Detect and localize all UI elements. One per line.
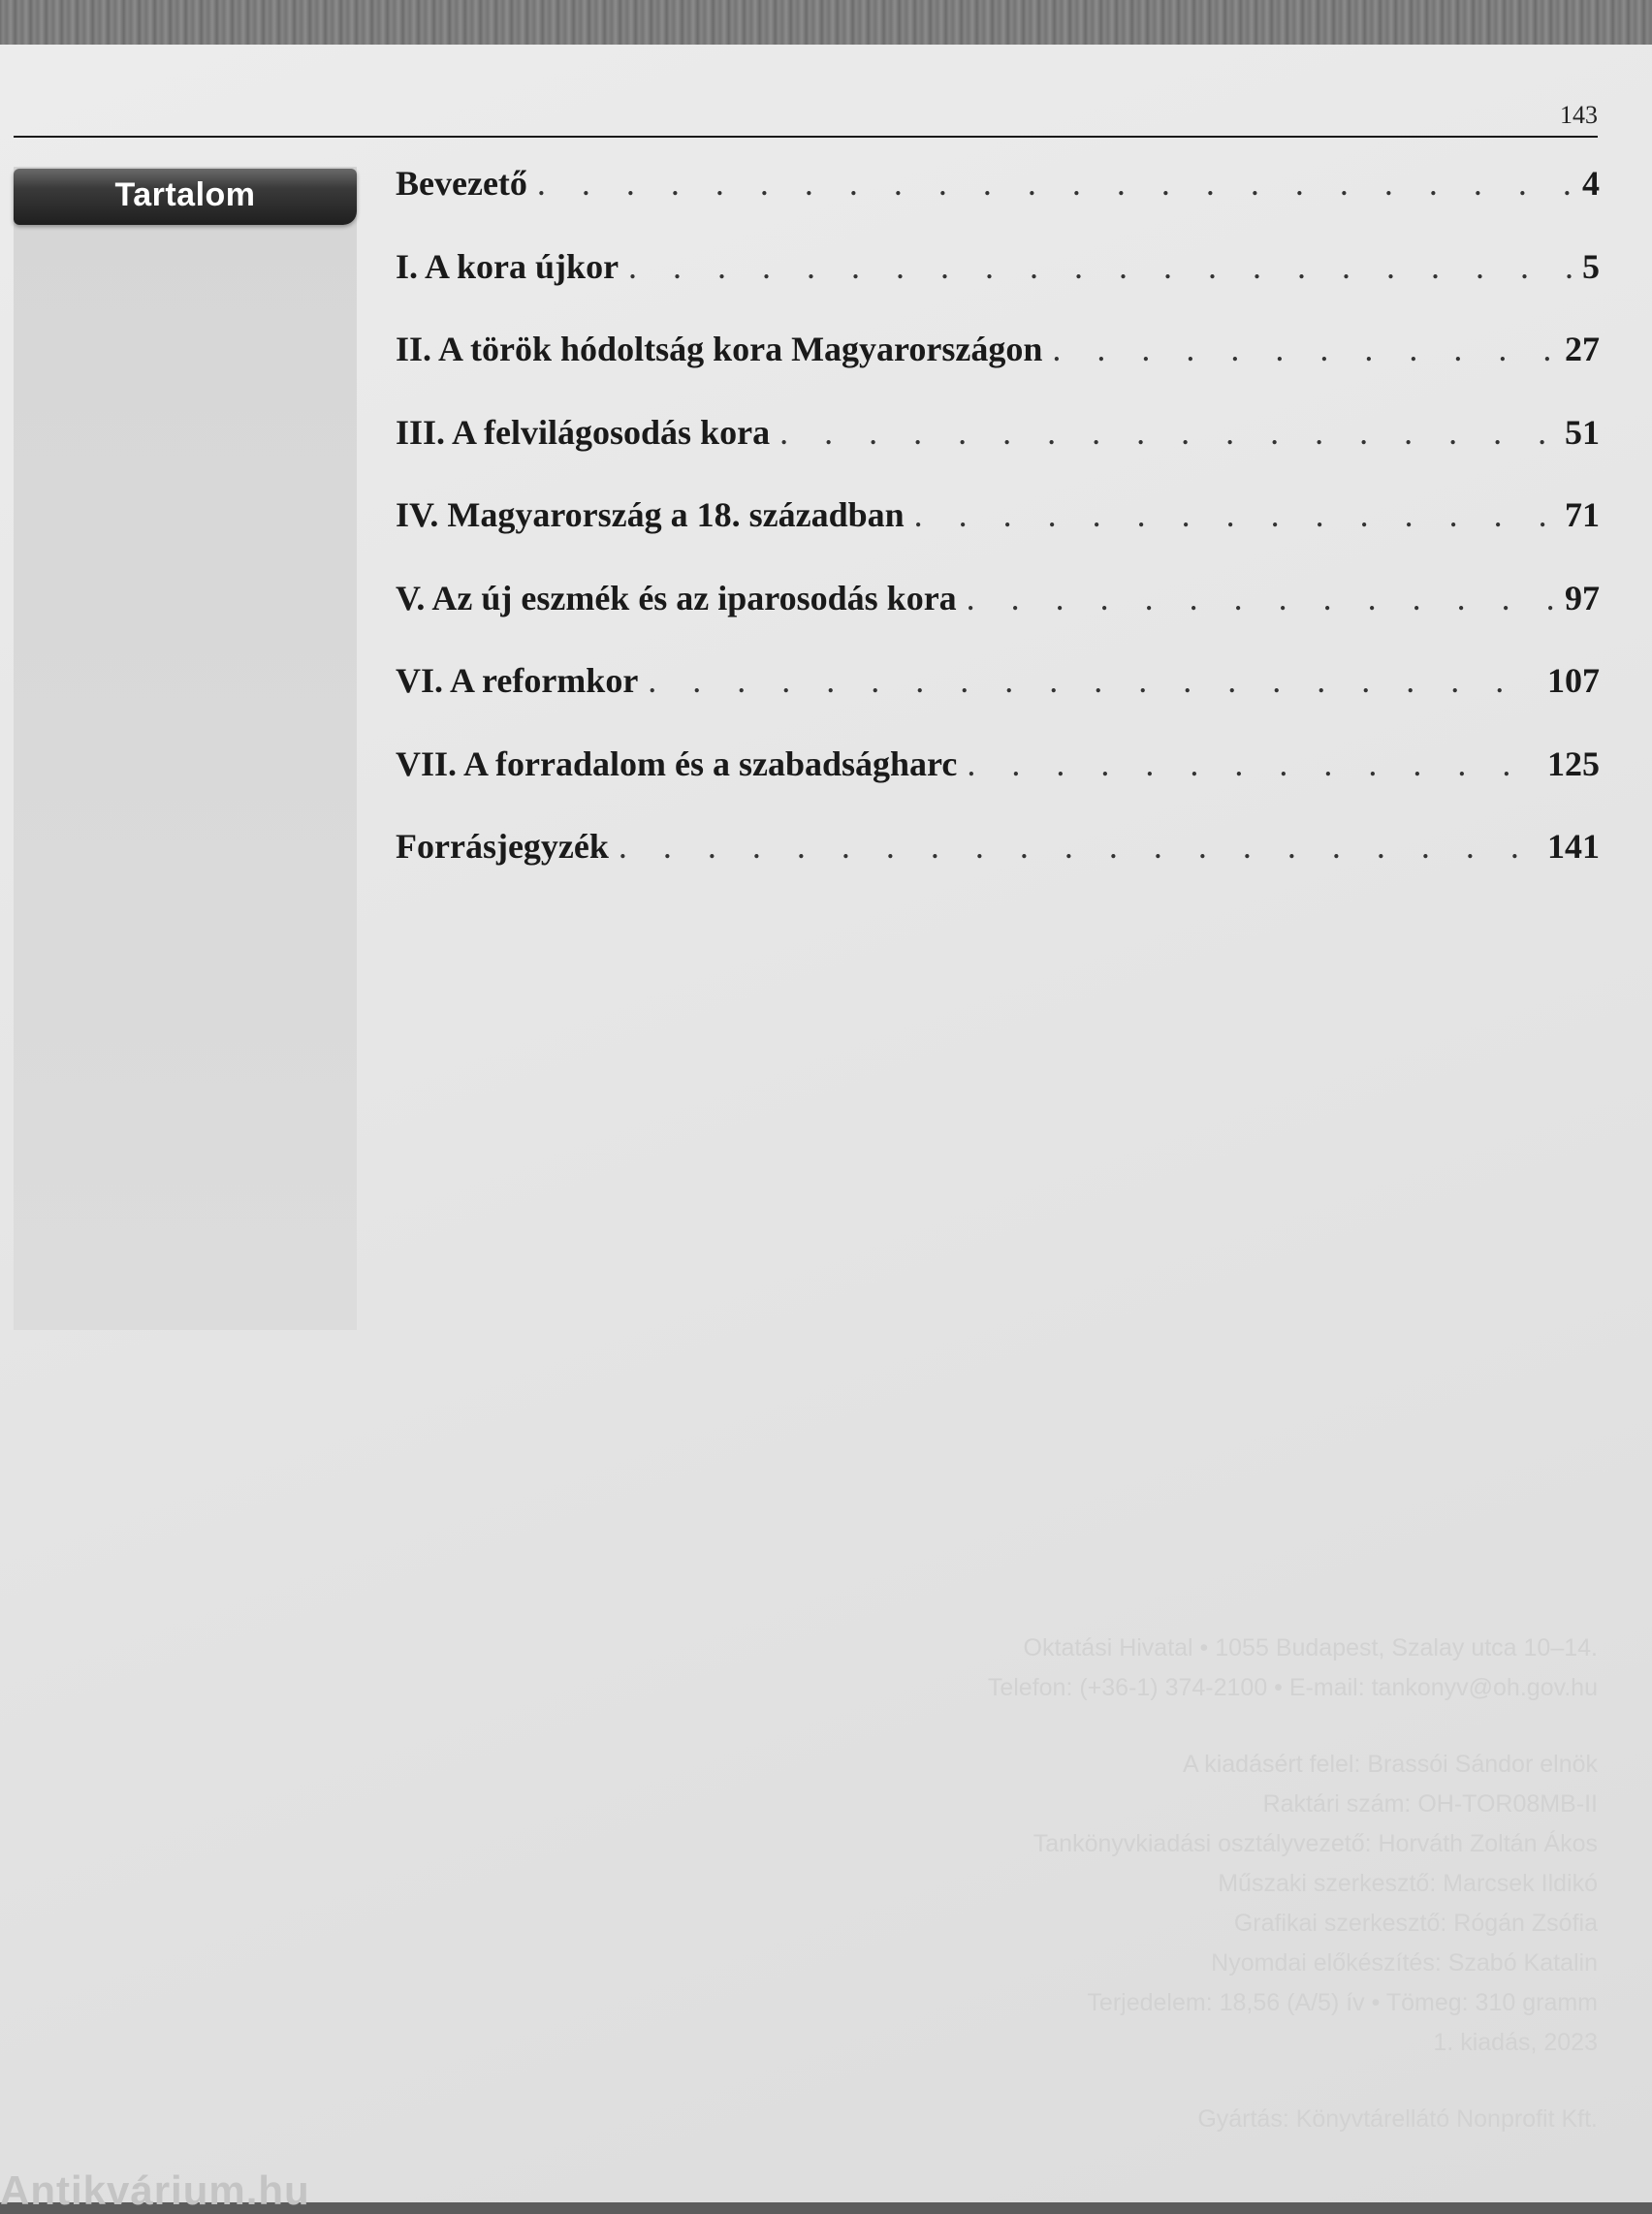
toc-entry-title: V. Az új eszmék és az iparosodás kora xyxy=(396,578,957,617)
colophon-line: Raktári szám: OH-TOR08MB-II xyxy=(1262,1790,1598,1818)
colophon-printing-block xyxy=(725,2100,1598,2139)
sidebar-heading: Tartalom xyxy=(114,176,256,213)
toc-entry-chapter-6[interactable] xyxy=(396,660,1600,743)
colophon-line: Műszaki szerkesztő: Marcsek Ildikó xyxy=(1218,1870,1598,1897)
toc-entry-page: 107 xyxy=(1547,661,1600,700)
colophon-publisher-block xyxy=(725,1629,1598,1708)
toc-entry-title: IV. Magyarország a 18. században xyxy=(396,495,905,534)
colophon-credits-block xyxy=(725,1745,1598,2063)
toc-leader-dots xyxy=(967,743,1538,784)
toc-entry-chapter-4[interactable] xyxy=(396,494,1600,578)
toc-entry-title: Bevezető xyxy=(396,164,527,203)
colophon-line: Tankönyvkiadási osztályvezető: Horváth Zoltán Ákos xyxy=(1032,1830,1598,1857)
toc-entry-chapter-5[interactable] xyxy=(396,578,1600,661)
toc-entry-sources[interactable] xyxy=(396,826,1600,909)
toc-entry-page: 141 xyxy=(1547,827,1600,866)
toc-entry-chapter-1[interactable] xyxy=(396,246,1600,330)
toc-entry-title: VII. A forradalom és a szabadságharc xyxy=(396,743,958,783)
colophon-line: Oktatási Hivatal • 1055 Budapest, Szalay utca 10–14. xyxy=(1023,1634,1598,1661)
toc-entry-title: I. A kora újkor xyxy=(396,246,620,286)
colophon-line: Telefon: (+36-1) 374-2100 • E-mail: tankonyv@oh.gov.hu xyxy=(987,1674,1598,1701)
colophon-line: Terjedelem: 18,56 (A/5) ív • Tömeg: 310 gramm xyxy=(1087,1989,1598,2016)
toc-leader-dots xyxy=(967,578,1555,618)
toc-entry-page: 27 xyxy=(1565,330,1600,368)
toc-leader-dots xyxy=(914,494,1555,535)
toc-leader-dots xyxy=(628,246,1573,287)
toc-entry-page: 71 xyxy=(1565,495,1600,534)
sidebar-heading-tab xyxy=(14,169,357,225)
toc-entry-chapter-3[interactable] xyxy=(396,412,1600,495)
colophon-line: Nyomdai előkészítés: Szabó Katalin xyxy=(1211,1949,1598,1977)
colophon-line: Gyártás: Könyvtárellátó Nonprofit Kft. xyxy=(1197,2105,1598,2133)
sidebar-panel xyxy=(14,167,357,1330)
toc-entry-introduction[interactable] xyxy=(396,163,1600,246)
toc-entry-title: VI. A reformkor xyxy=(396,661,639,700)
toc-entry-page: 4 xyxy=(1582,164,1600,203)
colophon-line: Grafikai szerkesztő: Rógán Zsófia xyxy=(1233,1910,1598,1937)
toc-entry-page: 51 xyxy=(1565,412,1600,452)
toc-entry-chapter-2[interactable] xyxy=(396,329,1600,412)
toc-entry-page: 5 xyxy=(1582,246,1600,286)
colophon-line: A kiadásért felel: Brassói Sándor elnök xyxy=(1182,1751,1598,1778)
colophon-show-through xyxy=(725,1629,1598,2176)
toc-entry-title: III. A felvilágosodás kora xyxy=(396,412,771,452)
header-rule xyxy=(14,136,1598,138)
table-of-contents xyxy=(396,163,1600,909)
toc-leader-dots xyxy=(779,412,1555,453)
toc-entry-title: Forrásjegyzék xyxy=(396,827,609,866)
toc-leader-dots xyxy=(537,163,1573,204)
watermark: Antikvárium.hu xyxy=(0,2167,310,2213)
toc-entry-page: 97 xyxy=(1565,578,1600,617)
toc-leader-dots xyxy=(619,826,1538,867)
toc-entry-chapter-7[interactable] xyxy=(396,743,1600,827)
toc-leader-dots xyxy=(648,660,1538,701)
toc-entry-title: II. A török hódoltság kora Magyarországon xyxy=(396,330,1043,368)
page-number: 143 xyxy=(1560,101,1598,129)
colophon-line: 1. kiadás, 2023 xyxy=(1433,2029,1598,2056)
toc-entry-page: 125 xyxy=(1547,743,1600,783)
toc-leader-dots xyxy=(1052,329,1555,369)
